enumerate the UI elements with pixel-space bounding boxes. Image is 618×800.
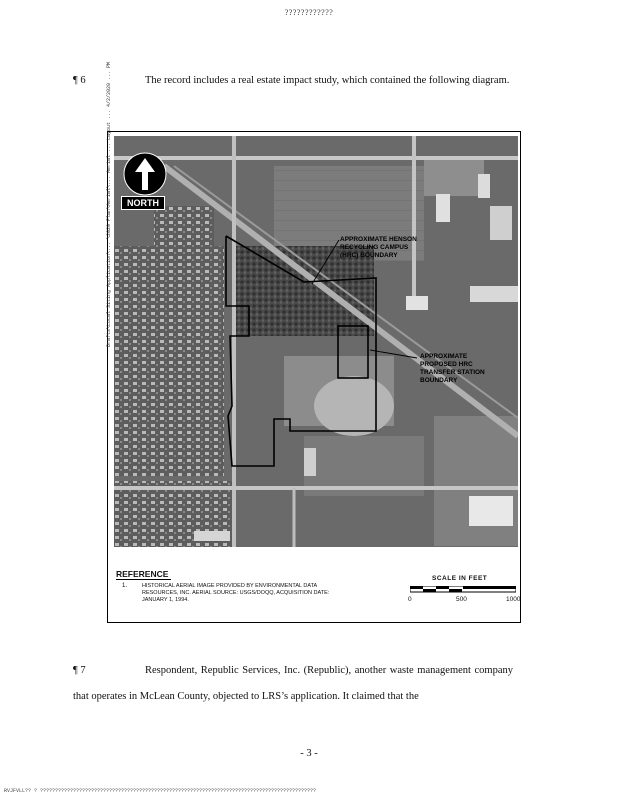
paragraph-text: Respondent, Republic Services, Inc. (Republic), another waste management company that operates in McLean County, objected to LRS’s application. It claimed that the	[73, 665, 513, 702]
file-path-side-text: Drafts\Local Siting Application\... \2020 Plan\Aerial\... Aerial ... Layout ... 4/2/2020 ... PM	[106, 61, 112, 347]
north-label: NORTH	[121, 196, 165, 210]
scale-label-1000: 1000	[506, 596, 521, 603]
callout-campus-boundary: APPROXIMATE HENSON RECYCLING CAMPUS (HRC) BOUNDARY	[340, 236, 417, 259]
paragraph-7	[73, 658, 513, 710]
paragraph-mark: ¶ 6	[73, 75, 86, 86]
reference-number: 1.	[122, 583, 128, 589]
callout-transfer-station: APPROXIMATE PROPOSED HRC TRANSFER STATION BOUNDARY	[420, 353, 485, 384]
page-number: - 3 -	[300, 748, 318, 759]
reference-title: REFERENCE	[116, 569, 171, 580]
paragraph-text: The record includes a real estate impact study, which contained the following diagram.	[145, 75, 510, 86]
header-code: ????????????	[284, 8, 334, 17]
scale-title: SCALE IN FEET	[432, 575, 488, 582]
aerial-imagery	[114, 136, 518, 547]
scale-label-500: 500	[456, 596, 467, 603]
scale-label-0: 0	[408, 596, 412, 603]
scale-bar	[410, 586, 516, 594]
reference-block	[114, 569, 521, 619]
paragraph-6	[73, 68, 513, 94]
paragraph-mark: ¶ 7	[73, 665, 86, 676]
aerial-map-image	[114, 136, 518, 547]
footer-code: RVJFVLL?? ? ????????????????????????????????????????????????????????????????????????????????????????????	[4, 788, 317, 794]
reference-text: HISTORICAL AERIAL IMAGE PROVIDED BY ENVIRONMENTAL DATA RESOURCES, INC. AERIAL SOURCE: USGS/DOQQ, ACQUISITION DATE: JANUARY 1, 1994.	[142, 583, 330, 603]
